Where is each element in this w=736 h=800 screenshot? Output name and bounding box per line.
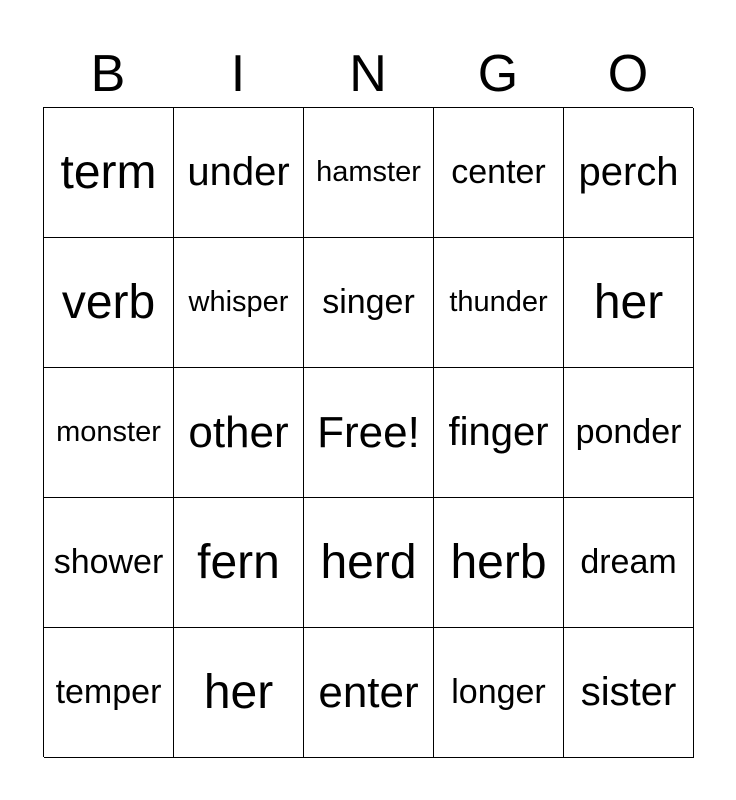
header-letter-b: B bbox=[90, 45, 126, 103]
bingo-cell-r2-c1[interactable]: verb bbox=[44, 238, 174, 368]
bingo-cell-r1-c4[interactable]: center bbox=[434, 108, 564, 238]
bingo-cell-r5-c2[interactable]: her bbox=[174, 628, 304, 758]
bingo-cell-r3-c2[interactable]: other bbox=[174, 368, 304, 498]
bingo-cell-r1-c3[interactable]: hamster bbox=[304, 108, 434, 238]
bingo-cell-r3-c5[interactable]: ponder bbox=[564, 368, 694, 498]
bingo-cell-r4-c2[interactable]: fern bbox=[174, 498, 304, 628]
bingo-board bbox=[43, 107, 693, 757]
header-letter-g: G bbox=[477, 45, 519, 103]
bingo-cell-r1-c5[interactable]: perch bbox=[564, 108, 694, 238]
header-letter-o: O bbox=[607, 45, 649, 103]
bingo-cell-r1-c2[interactable]: under bbox=[174, 108, 304, 238]
bingo-cell-r2-c3[interactable]: singer bbox=[304, 238, 434, 368]
bingo-cell-r5-c4[interactable]: longer bbox=[434, 628, 564, 758]
bingo-cell-r5-c5[interactable]: sister bbox=[564, 628, 694, 758]
bingo-cell-r2-c2[interactable]: whisper bbox=[174, 238, 304, 368]
bingo-cell-r5-c1[interactable]: temper bbox=[44, 628, 174, 758]
bingo-cell-r2-c5[interactable]: her bbox=[564, 238, 694, 368]
bingo-cell-r3-c1[interactable]: monster bbox=[44, 368, 174, 498]
bingo-header bbox=[43, 40, 693, 108]
bingo-cell-free[interactable]: Free! bbox=[304, 368, 434, 498]
bingo-cell-r3-c4[interactable]: finger bbox=[434, 368, 564, 498]
bingo-cell-r2-c4[interactable]: thunder bbox=[434, 238, 564, 368]
bingo-cell-r5-c3[interactable]: enter bbox=[304, 628, 434, 758]
header-letter-i: I bbox=[230, 45, 246, 103]
header-letter-n: N bbox=[349, 45, 387, 103]
bingo-cell-r1-c1[interactable]: term bbox=[44, 108, 174, 238]
bingo-cell-r4-c1[interactable]: shower bbox=[44, 498, 174, 628]
bingo-cell-r4-c5[interactable]: dream bbox=[564, 498, 694, 628]
bingo-cell-r4-c4[interactable]: herb bbox=[434, 498, 564, 628]
bingo-cell-r4-c3[interactable]: herd bbox=[304, 498, 434, 628]
